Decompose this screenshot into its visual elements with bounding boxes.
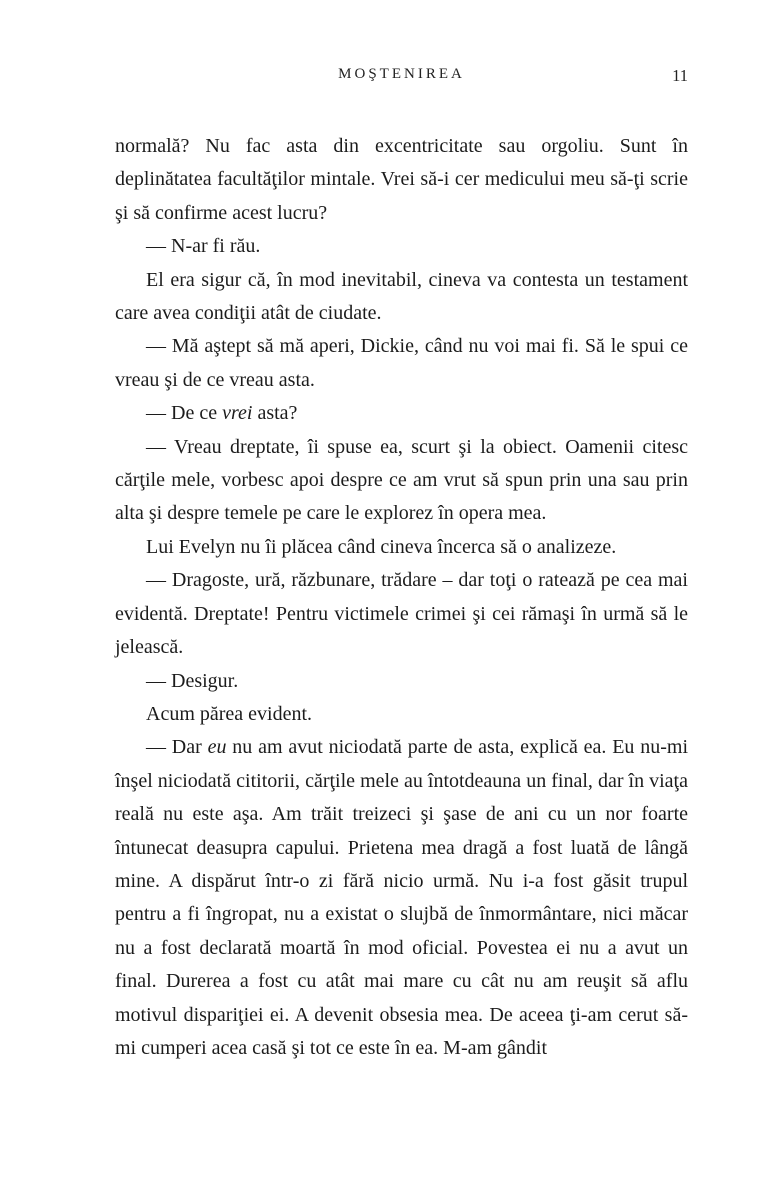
- text-segment: — Desigur.: [146, 669, 239, 692]
- paragraph: [115, 330, 688, 397]
- paragraph: [115, 431, 688, 531]
- italic-text: vrei: [222, 402, 253, 425]
- italic-text: eu: [207, 736, 227, 759]
- paragraph: [115, 130, 688, 230]
- text-segment: nu am avut niciodată parte de asta, explică ea. Eu nu-mi înşel niciodată cititorii, cărţile mele au întotdeauna un final, dar în viaţa reală nu este aşa. Am trăit treizeci şi şase de ani cu un nor foarte întunecat deasupra capului. Prietena mea dragă a fost luată de lângă mine. A dispărut într-o zi fără nicio urmă. Nu i-a fost găsit trupul pentru a fi îngropat, nu a existat o slujbă de înmormântare, nici măcar nu a fost declarată moartă în mod oficial. Povestea ei nu a avut un final. Durerea a fost cu atât mai mare cu cât nu am reuşit să aflu motivul dispariţiei ei. A devenit obsesia mea. De aceea ţi-am cerut să-mi cumperi acea casă şi tot ce este în ea. M-am gândit: [115, 736, 688, 1059]
- text-segment: — Mă aştept să mă aperi, Dickie, când nu voi mai fi. Să le spui ce vreau şi de ce vreau asta.: [115, 335, 688, 391]
- text-segment: Lui Evelyn nu îi plăcea când cineva încerca să o analizeze.: [146, 535, 617, 558]
- paragraph: [115, 230, 688, 263]
- text-segment: — Dar: [146, 736, 208, 759]
- running-header-title: MOŞTENIREA: [338, 66, 465, 82]
- page-body: [115, 130, 688, 1065]
- paragraph: [115, 564, 688, 664]
- paragraph: [115, 665, 688, 698]
- text-segment: — De ce: [146, 402, 223, 425]
- paragraph: [115, 731, 688, 1065]
- text-segment: El era sigur că, în mod inevitabil, cineva va contesta un testament care avea condiţii atât de ciudate.: [115, 268, 688, 325]
- text-segment: — N-ar fi rău.: [146, 235, 261, 258]
- paragraph: [115, 397, 688, 430]
- text-segment: Acum părea evident.: [146, 702, 313, 725]
- paragraph: [115, 698, 688, 731]
- paragraph: [115, 264, 688, 331]
- running-header: [115, 66, 688, 88]
- page-number: 11: [672, 66, 688, 85]
- text-segment: normală? Nu fac asta din excentricitate sau orgoliu. Sunt în deplinătatea facultăţilor mintale. Vrei să-i cer medicului meu să-ţi scrie şi să confirme acest lucru?: [115, 135, 688, 224]
- text-segment: asta?: [252, 402, 298, 425]
- text-segment: — Dragoste, ură, răzbunare, trădare – dar toţi o ratează pe cea mai evidentă. Dreptate! Pentru victimele crimei şi cei rămaşi în urmă să le jelească.: [115, 569, 688, 659]
- text-segment: — Vreau dreptate, îi spuse ea, scurt şi la obiect. Oamenii citesc cărţile mele, vorbesc apoi despre ce am vrut să spun prin una sau prin alta şi despre temele pe care le explorez în opera mea.: [115, 435, 688, 525]
- paragraph: [115, 531, 688, 564]
